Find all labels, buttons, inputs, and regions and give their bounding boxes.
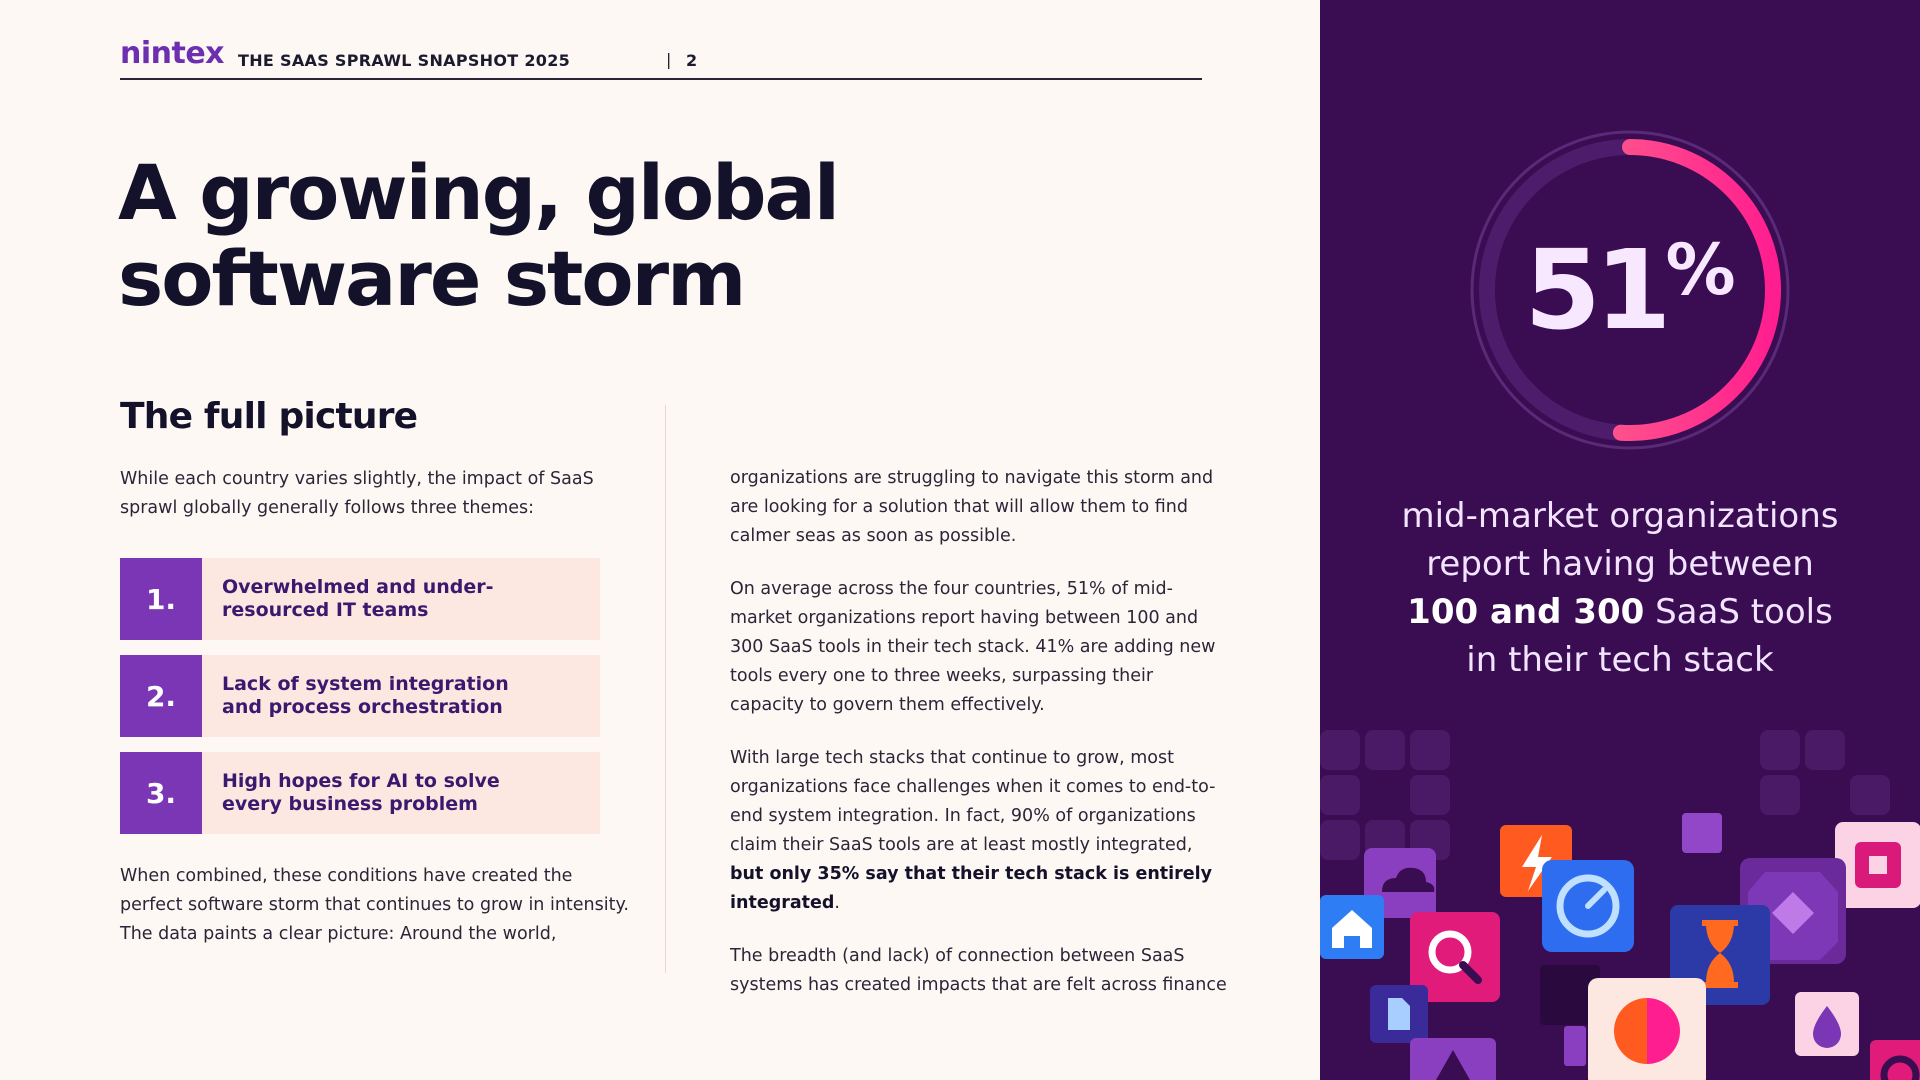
stat-number: 51 [1524,226,1666,354]
page-header [120,36,1202,80]
page-title-line2: software storm [118,234,745,323]
stat-caption [1360,492,1880,684]
caption-line-4: in their tech stack [1466,640,1774,680]
drop-icon [1795,992,1859,1056]
theme-text: Overwhelmed and under-resourced IT teams [222,576,494,621]
theme-text: High hopes for AI to solve every business problem [222,770,500,815]
document-icon [1370,985,1428,1043]
page-number: 2 [686,51,698,70]
intro-paragraph: While each country varies slightly, the impact of SaaS sprawl globally generally follows three themes: [120,469,594,518]
half-circle-icon [1588,978,1706,1080]
page-title-line1: A growing, global [118,148,838,237]
paragraph-4: The breadth (and lack) of connection between SaaS systems has created impacts that are felt across finance [730,946,1227,995]
nintex-logo: nintex [120,36,225,71]
theme-text: Lack of system integration and process orchestration [222,673,509,718]
outro-paragraph: When combined, these conditions have created the perfect software storm that continues to grow in intensity. The data paints a clear picture: Around the world, [120,866,629,944]
background-pixel-pattern [1320,730,1890,860]
paragraph-1: organizations are struggling to navigate this storm and are looking for a solution that will allow them to find calmer seas as soon as possible. [730,468,1214,546]
home-icon [1320,895,1384,959]
stat-panel [1320,0,1920,1080]
theme-number: 1. [120,558,202,640]
header-separator: | [666,50,672,69]
stat-unit: % [1665,229,1736,311]
themes-list [120,558,600,849]
small-bar-icon [1564,1026,1586,1066]
paragraph-3-bold: but only 35% say that their tech stack is entirely integrated [730,864,1213,913]
gauge-icon [1542,860,1634,952]
caption-line-3: SaaS tools [1644,592,1833,632]
theme-item-1 [120,558,600,640]
theme-item-3 [120,752,600,834]
caption-line-2: report having between [1426,544,1814,584]
theme-item-2 [120,655,600,737]
theme-number: 2. [120,655,202,737]
app-icons-illustration [1320,720,1920,1080]
theme-number: 3. [120,752,202,834]
paragraph-3-start: With large tech stacks that continue to grow, most organizations face challenges when it comes to end-to-end system integration. In fact, 90% of organizations claim their SaaS tools are at least mostly integrated, [730,748,1216,855]
square-target-icon [1835,822,1920,908]
section-heading: The full picture [120,396,418,437]
column-divider [665,405,666,973]
caption-bold: 100 and 300 [1407,592,1645,632]
right-column [730,464,1230,1024]
paragraph-3 [730,744,1230,918]
stat-value [1470,130,1790,450]
paragraph-3-end: . [834,893,840,913]
document-title: THE SAAS SPRAWL SNAPSHOT 2025 [238,51,571,70]
paragraph-2: On average across the four countries, 51% of mid-market organizations report having between 100 and 300 SaaS tools in their tech stack. 41% are adding new tools every one to three weeks, surpassing their capacity to govern them effectively. [730,579,1216,715]
caption-line-1: mid-market organizations [1401,496,1839,536]
page-title [118,150,918,322]
small-square-icon [1682,813,1722,853]
